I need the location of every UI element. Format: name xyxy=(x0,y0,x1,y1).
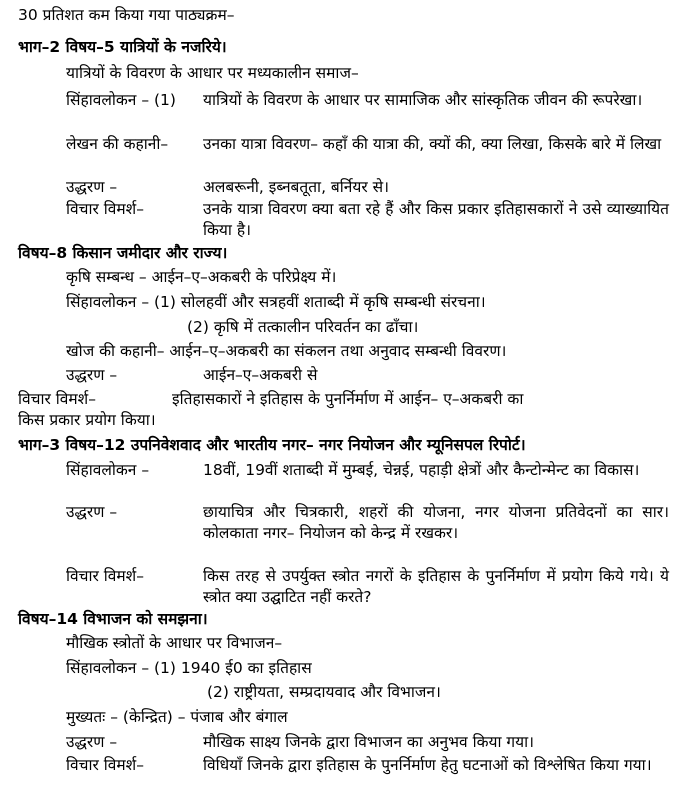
topic8-search: खोज की कहानी– आईन–ए–अकबरी का संकलन तथा अनुवाद सम्बन्धी विवरण। xyxy=(66,342,507,360)
section-title-part3: भाग–3 विषय–12 उपनिवेशवाद और भारतीय नगर– नगर नियोजन और म्यूनिसपल रिपोर्ट। xyxy=(18,436,526,454)
part3-quote-text: छायाचित्र और चित्रकारी, शहरों की योजना, नगर योजना प्रतिवेदनों का सार। कोलकाता नगर– नियोजन को केन्द्र में रखकर। xyxy=(203,503,669,542)
topic8-agri: कृषि सम्बन्ध – आईन–ए–अकबरी के परिप्रेक्ष्य में। xyxy=(66,268,337,286)
section-title-topic8: विषय–8 किसान जमीदार और राज्य। xyxy=(18,244,228,262)
topic14-focus: मुख्यतः – (केन्द्रित) – पंजाब और बंगाल xyxy=(66,708,288,726)
topic14-subheading: मौखिक स्त्रोतों के आधार पर विभाजन– xyxy=(66,634,283,652)
topic14-overview2: (2) राष्ट्रीयता, सम्प्रदायवाद और विभाजन। xyxy=(207,683,441,701)
part3-quote-label: उद्धरण – xyxy=(66,503,118,521)
part2-overview-text: यात्रियों के विवरण के आधार पर सामाजिक और सांस्कृतिक जीवन की रूपरेखा। xyxy=(203,91,643,109)
topic8-discuss-label: विचार विमर्श– xyxy=(18,390,96,408)
part3-discuss-label: विचार विमर्श– xyxy=(66,567,144,585)
page-heading: 30 प्रतिशत कम किया गया पाठ्यक्रम– xyxy=(18,6,235,24)
part3-overview-text: 18वीं, 19वीं शताब्दी में मुम्बई, चेन्नई, पहाड़ी क्षेत्रों और कैन्टोन्मेन्ट का विकास। xyxy=(203,461,640,479)
part2-quote-label: उद्धरण – xyxy=(66,178,118,196)
topic8-overview2: (2) कृषि में तत्कालीन परिवर्तन का ढाँचा। xyxy=(187,318,419,336)
part3-overview-label: सिंहावलोकन – xyxy=(66,461,150,479)
topic14-discuss-text: विधियाँ जिनके द्वारा इतिहास के पुनर्निर्माण हेतु घटनाओं को विश्लेषित किया गया। xyxy=(203,756,652,774)
topic14-overview1: सिंहावलोकन – (1) 1940 ई0 का इतिहास xyxy=(66,659,312,677)
topic14-quote-text: मौखिक साक्ष्य जिनके द्वारा विभाजन का अनुभव किया गया। xyxy=(203,733,535,751)
topic8-quote-text: आईन–ए–अकबरी से xyxy=(203,366,318,384)
part2-story-label: लेखन की कहानी– xyxy=(66,135,169,153)
topic8-overview1: सिंहावलोकन – (1) सोलहवीं और सत्रहवीं शताब्दी में कृषि सम्बन्धी संरचना। xyxy=(66,293,486,311)
part3-discuss-text: किस तरह से उपर्युक्त स्त्रोत नगरों के इतिहास के पुनर्निर्माण में प्रयोग किये गये। ये स्त्रोत क्या उद्घाटित नहीं करते? xyxy=(203,567,669,606)
part2-subheading: यात्रियों के विवरण के आधार पर मध्यकालीन समाज– xyxy=(66,64,359,82)
topic14-discuss-label: विचार विमर्श– xyxy=(66,756,144,774)
topic8-discuss-line1: इतिहासकारों ने इतिहास के पुनर्निर्माण में आईन– ए–अकबरी का xyxy=(172,390,524,408)
topic8-discuss-line2: किस प्रकार प्रयोग किया। xyxy=(18,411,156,429)
section-title-part2: भाग–2 विषय–5 यात्रियों के नजरिये। xyxy=(18,38,227,56)
topic14-quote-label: उद्धरण – xyxy=(66,733,118,751)
part2-quote-text: अलबरूनी, इब्नबतूता, बर्नियर से। xyxy=(203,178,390,196)
part2-overview-label: सिंहावलोकन – (1) xyxy=(66,91,176,109)
section-title-topic14: विषय–14 विभाजन को समझना। xyxy=(18,610,208,628)
part2-discuss-label: विचार विमर्श– xyxy=(66,200,144,218)
part2-story-text: उनका यात्रा विवरण– कहाँ की यात्रा की, क्यों की, क्या लिखा, किसके बारे में लिखा xyxy=(203,135,662,153)
part2-discuss-text: उनके यात्रा विवरण क्या बता रहे हैं और किस प्रकार इतिहासकारों ने उसे व्याख्यायित किया है। xyxy=(203,200,669,239)
topic8-quote-label: उद्धरण – xyxy=(66,366,118,384)
